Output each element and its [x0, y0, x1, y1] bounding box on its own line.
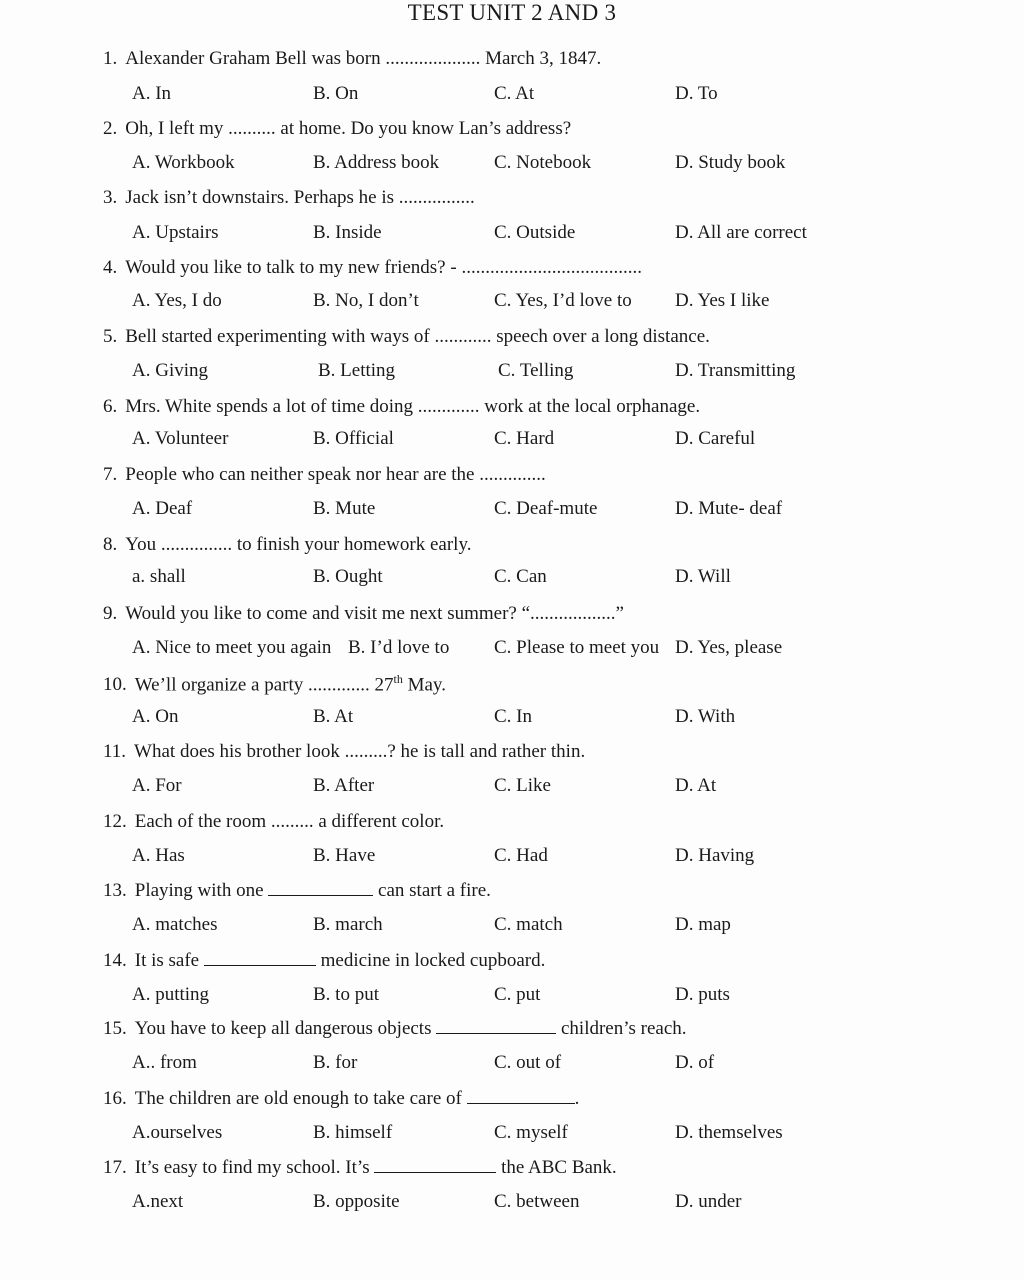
- option-a: A. putting: [132, 984, 210, 1005]
- option-b: B. Address book: [313, 152, 440, 173]
- question-text-after: work at the local orphanage.: [479, 396, 701, 417]
- answer-blank: ....................: [385, 48, 481, 69]
- question-text-before: We’ll organize a party: [134, 674, 309, 696]
- page-title: TEST UNIT 2 AND 3: [407, 0, 617, 25]
- option-b: B. At: [313, 706, 354, 727]
- option-d: D. Yes I like: [675, 290, 770, 311]
- question-text-before: It’s easy to find my school. It’s: [134, 1157, 375, 1178]
- option-a: A. Upstairs: [132, 222, 219, 243]
- option-a: A. Volunteer: [132, 428, 229, 449]
- question-text-before: You have to keep all dangerous objects: [134, 1018, 437, 1039]
- options-row: [0, 222, 1024, 246]
- question-number: 4.: [103, 257, 118, 278]
- option-d: D. With: [675, 706, 736, 727]
- answer-blank: ..............: [479, 464, 546, 485]
- question-2: [103, 118, 571, 140]
- question-text-before: It is safe: [134, 950, 204, 971]
- option-d: D. Mute- deaf: [675, 498, 783, 519]
- option-b: B. Official: [313, 428, 394, 449]
- option-a: A.ourselves: [132, 1122, 223, 1143]
- option-c: C. myself: [494, 1122, 568, 1143]
- question-text-after: 27: [369, 674, 394, 696]
- answer-blank: .........: [344, 741, 388, 762]
- question-number: 12.: [103, 811, 127, 832]
- question-text-after: children’s reach.: [556, 1018, 687, 1039]
- question-6: [103, 396, 700, 418]
- option-a: A. Has: [132, 845, 185, 866]
- question-9: [103, 603, 624, 625]
- question-text-after: can start a fire.: [373, 880, 491, 901]
- answer-blank: ..........: [228, 118, 276, 139]
- options-row: [0, 152, 1024, 176]
- option-d: D. under: [675, 1191, 742, 1212]
- question-7: [103, 464, 546, 486]
- option-b: B. himself: [313, 1122, 393, 1143]
- options-row: [0, 1122, 1024, 1146]
- options-row: [0, 498, 1024, 522]
- options-row: [0, 360, 1024, 384]
- ordinal-suffix: th: [393, 672, 403, 686]
- option-b: B. I’d love to: [348, 637, 450, 658]
- question-number: 13.: [103, 880, 127, 901]
- question-number: 14.: [103, 950, 127, 971]
- answer-blank-underline: [268, 883, 373, 896]
- option-d: D. Having: [675, 845, 755, 866]
- option-c: C. Yes, I’d love to: [494, 290, 632, 311]
- option-b: B. No, I don’t: [313, 290, 419, 311]
- option-c: C. Please to meet you: [494, 637, 660, 658]
- question-text-end: May.: [402, 674, 446, 696]
- option-b: B. Ought: [313, 566, 383, 587]
- answer-blank: .............: [417, 396, 480, 417]
- question-text-before: Jack isn’t downstairs. Perhaps he is: [125, 187, 399, 208]
- question-text-after: to finish your homework early.: [232, 534, 472, 555]
- question-text-before: Playing with one: [134, 880, 269, 901]
- option-a: A. Yes, I do: [132, 290, 222, 311]
- option-d: D. Yes, please: [675, 637, 783, 658]
- option-b: B. Mute: [313, 498, 376, 519]
- question-text-after: ? he is tall and rather thin.: [387, 741, 586, 762]
- question-text-before: Oh, I left my: [125, 118, 229, 139]
- option-c: C. between: [494, 1191, 580, 1212]
- question-number: 10.: [103, 674, 127, 696]
- question-number: 7.: [103, 464, 118, 485]
- question-text-before: Would you like to come and visit me next summer? “: [125, 603, 531, 624]
- question-text-after: at home. Do you know Lan’s address?: [275, 118, 572, 139]
- answer-blank: ............: [434, 326, 492, 347]
- option-c: C. out of: [494, 1052, 562, 1073]
- question-number: 2.: [103, 118, 118, 139]
- option-d: D. To: [675, 83, 718, 104]
- question-number: 1.: [103, 48, 118, 69]
- question-text-after: the ABC Bank.: [496, 1157, 617, 1178]
- answer-blank: .............: [308, 674, 370, 696]
- options-row: [0, 984, 1024, 1008]
- question-number: 9.: [103, 603, 118, 624]
- question-text-before: The children are old enough to take care of: [134, 1088, 467, 1109]
- options-row: [0, 566, 1024, 590]
- option-b: B. After: [313, 775, 375, 796]
- question-number: 8.: [103, 534, 118, 555]
- question-text-before: What does his brother look: [134, 741, 345, 762]
- question-number: 11.: [103, 741, 127, 762]
- answer-blank-underline: [204, 953, 316, 966]
- question-13: [103, 880, 491, 902]
- option-b: B. opposite: [313, 1191, 400, 1212]
- option-d: D. map: [675, 914, 731, 935]
- option-a: A. On: [132, 706, 179, 727]
- option-d: D. puts: [675, 984, 730, 1005]
- option-c: C. Notebook: [494, 152, 592, 173]
- option-d: D. At: [675, 775, 717, 796]
- question-text-before: People who can neither speak nor hear are the: [125, 464, 480, 485]
- options-row: [0, 775, 1024, 799]
- question-text-after: March 3, 1847.: [480, 48, 602, 69]
- option-d: D. Careful: [675, 428, 756, 449]
- option-c: C. In: [494, 706, 532, 727]
- question-number: 15.: [103, 1018, 127, 1039]
- option-c: C. Like: [494, 775, 551, 796]
- option-c: C. Deaf-mute: [494, 498, 598, 519]
- option-c: C. match: [494, 914, 563, 935]
- option-a: a. shall: [132, 566, 186, 587]
- options-row: [0, 83, 1024, 107]
- question-10: [103, 672, 446, 696]
- question-text-after: speech over a long distance.: [491, 326, 710, 347]
- option-a: A. Giving: [132, 360, 208, 381]
- question-text-before: Would you like to talk to my new friends? -: [125, 257, 462, 278]
- question-4: [103, 257, 642, 279]
- question-12: [103, 811, 444, 833]
- question-text-after: ”: [615, 603, 624, 624]
- question-14: [103, 950, 545, 972]
- question-number: 17.: [103, 1157, 127, 1178]
- question-number: 16.: [103, 1088, 127, 1109]
- option-a: A. Deaf: [132, 498, 193, 519]
- option-b: B. Inside: [313, 222, 382, 243]
- question-text-after: .: [574, 1088, 580, 1109]
- answer-blank: ................: [398, 187, 475, 208]
- option-c: C. Had: [494, 845, 548, 866]
- question-8: [103, 534, 471, 556]
- option-a: A. matches: [132, 914, 218, 935]
- option-a: A. For: [132, 775, 182, 796]
- option-c: C. Outside: [494, 222, 576, 243]
- question-text-before: Bell started experimenting with ways of: [125, 326, 435, 347]
- option-a: A.. from: [132, 1052, 197, 1073]
- question-15: [103, 1018, 687, 1040]
- option-d: D. Will: [675, 566, 731, 587]
- answer-blank: .........: [270, 811, 314, 832]
- answer-blank-underline: [467, 1091, 575, 1104]
- option-c: C. put: [494, 984, 541, 1005]
- answer-blank: ...............: [160, 534, 233, 555]
- question-text-after: a different color.: [313, 811, 445, 832]
- answer-blank-underline: [374, 1160, 496, 1173]
- answer-blank: ..................: [530, 603, 616, 624]
- options-row: [0, 1191, 1024, 1215]
- question-3: [103, 187, 475, 209]
- option-b: B. march: [313, 914, 383, 935]
- option-a: A. Nice to meet you again: [132, 637, 332, 658]
- option-b: B. Have: [313, 845, 376, 866]
- question-17: [103, 1157, 617, 1179]
- option-a: A.next: [132, 1191, 184, 1212]
- question-text-before: You: [125, 534, 161, 555]
- option-c: C. Hard: [494, 428, 555, 449]
- option-b: B. On: [313, 83, 359, 104]
- question-number: 5.: [103, 326, 118, 347]
- option-b: B. Letting: [318, 360, 396, 381]
- options-row: [0, 290, 1024, 314]
- question-text-before: Each of the room: [134, 811, 271, 832]
- options-row: [0, 637, 1024, 661]
- option-a: A. In: [132, 83, 172, 104]
- option-b: B. for: [313, 1052, 358, 1073]
- option-d: D. All are correct: [675, 222, 807, 243]
- option-d: D. Study book: [675, 152, 786, 173]
- question-11: [103, 741, 585, 763]
- option-d: D. Transmitting: [675, 360, 796, 381]
- question-text-before: Mrs. White spends a lot of time doing: [125, 396, 418, 417]
- question-1: [103, 48, 601, 70]
- option-a: A. Workbook: [132, 152, 235, 173]
- options-row: [0, 845, 1024, 869]
- option-c: C. At: [494, 83, 535, 104]
- question-text-before: Alexander Graham Bell was born: [125, 48, 386, 69]
- question-number: 6.: [103, 396, 118, 417]
- answer-blank-underline: [436, 1021, 556, 1034]
- option-d: D. of: [675, 1052, 715, 1073]
- options-row: [0, 706, 1024, 730]
- question-16: [103, 1088, 579, 1110]
- options-row: [0, 1052, 1024, 1076]
- option-d: D. themselves: [675, 1122, 783, 1143]
- options-row: [0, 428, 1024, 452]
- option-c: C. Telling: [498, 360, 574, 381]
- options-row: [0, 914, 1024, 938]
- answer-blank: ......................................: [461, 257, 642, 278]
- option-c: C. Can: [494, 566, 547, 587]
- option-b: B. to put: [313, 984, 379, 1005]
- question-text-after: medicine in locked cupboard.: [315, 950, 546, 971]
- question-5: [103, 326, 710, 348]
- question-number: 3.: [103, 187, 118, 208]
